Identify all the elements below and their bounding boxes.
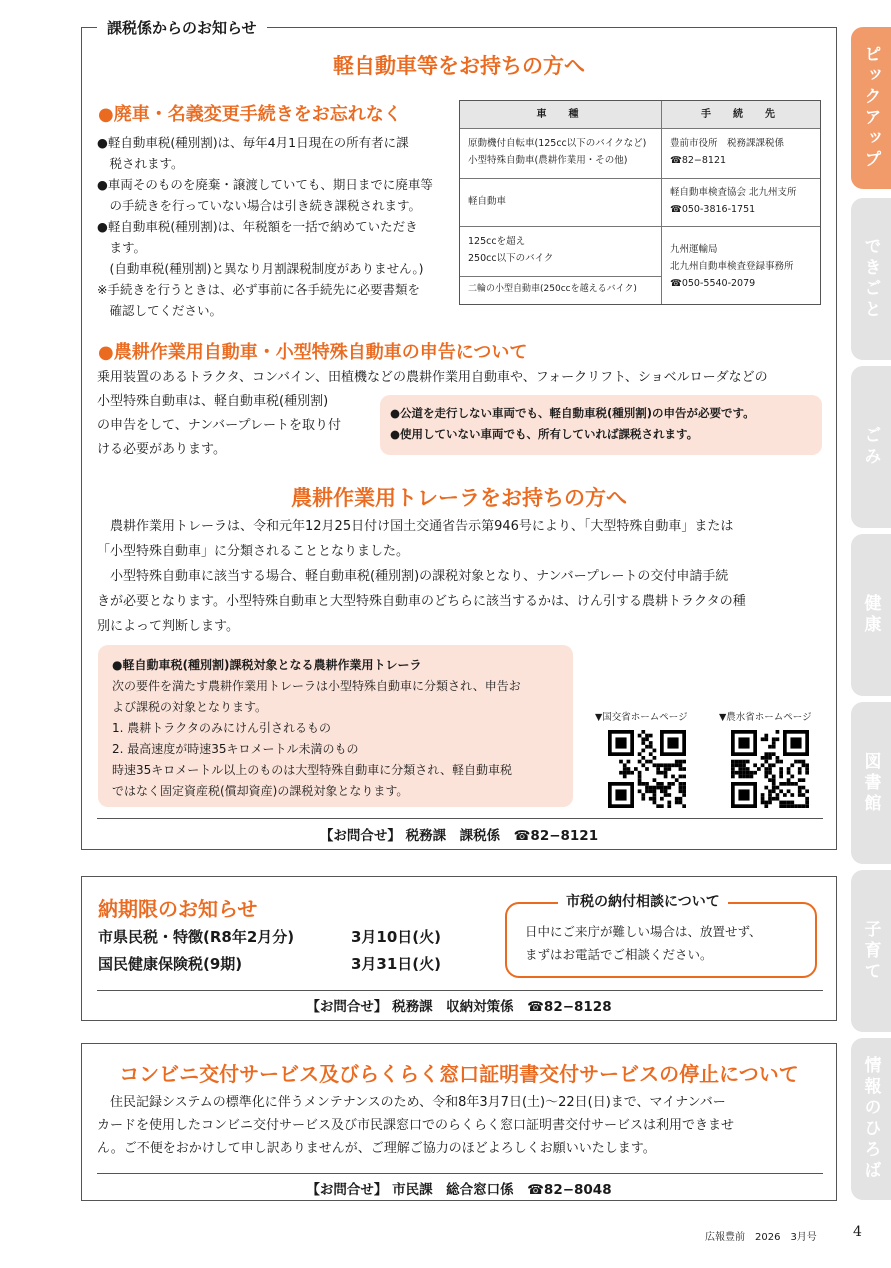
table-cell-office: 九州運輸局 北九州自動車検査登録事務所 ☎050-5540-2079 xyxy=(670,244,794,289)
table-header-vehicle: 車 種 xyxy=(460,101,661,128)
tab-childcare[interactable]: 子育て xyxy=(851,870,891,1032)
deadline-date: 3月31日(火) xyxy=(351,955,442,973)
deadline-row: 国民健康保険税(9期) xyxy=(98,955,243,973)
service-stop-title: コンビニ交付サービス及びらくらく窓口証明書交付サービスの停止について xyxy=(119,1062,799,1086)
tab-events[interactable]: できごと xyxy=(851,198,891,360)
table-row: 軽自動車 xyxy=(468,196,507,207)
page-number: 4 xyxy=(853,1224,862,1240)
table-header-office: 手 続 先 xyxy=(662,101,820,128)
table-row: 125ccを超え 250cc以下のバイク xyxy=(468,236,554,264)
contact-collection: 【お問合せ】 税務課 収納対策係 ☎82−8128 xyxy=(306,999,612,1015)
tab-library[interactable]: 図書館 xyxy=(851,702,891,864)
trailer-requirements-box: ●軽自動車税(種別割)課税対象となる農耕作業用トレーラ 次の要件を満たす農耕作業用トレーラは小型特殊自動車に分類され、申告お よび課税の対象となります。 1. 農耕トラクタのみにけん引されるもの 2. 最高速度が時速35キロメートル未満のもの 時速35キロメートル以上のものは大型特殊自動車に分類され、軽自動車税 ではなく固定資産税(償却資産)の課税対象となります。 xyxy=(98,645,573,807)
contact-citizen: 【お問合せ】 市民課 総合窓口係 ☎82−8048 xyxy=(306,1182,612,1198)
deregistration-text: ●軽自動車税(種別割)は、毎年4月1日現在の所有者に課 税されます。 ●車両そのものを廃棄・譲渡していても、期日までに廃車等 の手続きを行っていない場合は引き続き課税されます。 ●軽自動車税(種別割)は、年税額を一括で納めていただき ます。 (自動車税(種別割)と異なり月割課税制度がありません。) ※手続きを行うときは、必ず事前に各手続先に必要書類を 確認してください。 xyxy=(97,135,433,318)
table-cell-office: 豊前市役所 税務課課税係 ☎82−8121 xyxy=(670,138,785,166)
table-row: 二輪の小型自動車(250ccを越えるバイク) xyxy=(468,284,637,294)
service-stop-text: 住民記録システムの標準化に伴うメンテナンスのため、令和8年3月7日(土)〜22日(日)まで、マイナンバー カードを使用したコンビニ交付サービス及び市民課窓口でのらくらく窓口証明書交付サービスは利用できませ ん。ご不便をおかけして申し訳ありませんが、ご理解ご協力のほどよろしくお願いいたします。 xyxy=(97,1095,735,1156)
subheading-declaration: ●農耕作業用自動車・小型特殊自動車の申告について xyxy=(98,342,528,363)
procedure-table xyxy=(459,100,821,305)
tab-health[interactable]: 健康 xyxy=(851,534,891,696)
subheading-deregistration: ●廃車・名義変更手続きをお忘れなく xyxy=(98,104,402,125)
payment-deadline-title: 納期限のお知らせ xyxy=(98,897,258,921)
trailer-text: 農耕作業用トレーラは、令和元年12月25日付け国土交通省告示第946号により、「大型特殊自動車」または 「小型特殊自動車」に分類されることとなりました。 小型特殊自動車に該当する場合、軽自動車税(種別割)の課税対象となり、ナンバープレートの交付申請手続 きが必要となります。小型特殊自動車と大型特殊自動車のどちらに該当するかは、けん引する農耕トラクタの種 別によって判断します。 xyxy=(97,519,746,634)
qr-code-maff[interactable] xyxy=(731,730,809,808)
section-title: 軽自動車等をお持ちの方へ xyxy=(333,54,585,78)
qr-label-mlit: ▼国交省ホームページ xyxy=(595,712,688,723)
footer-publication: 広報豊前 2026 3月号 xyxy=(705,1232,817,1243)
payment-consult-title: 市税の納付相談について xyxy=(558,891,728,911)
table-cell-office: 軽自動車検査協会 北九州支所 ☎050-3816-1751 xyxy=(670,187,797,215)
declaration-text: 乗用装置のあるトラクタ、コンバイン、田植機などの農耕作業用自動車や、フォークリフト、ショベルローダなどの 小型特殊自動車は、軽自動車税(種別割) の申告をして、ナンバープレートを取り付 ける必要があります。 xyxy=(97,370,768,457)
table-row: 原動機付自転車(125cc以下のバイクなど) 小型特殊自動車(農耕作業用・その他) xyxy=(468,138,647,166)
contact-tax-section: 【お問合せ】 税務課 課税係 ☎82−8121 xyxy=(319,828,599,844)
section-tag: 課税係からのお知らせ xyxy=(97,17,267,38)
qr-code-mlit[interactable] xyxy=(608,730,686,808)
deadline-row: 市県民税・特徴(R8年2月分) xyxy=(98,928,295,946)
deadline-date: 3月10日(火) xyxy=(351,928,442,946)
payment-consult-box: 日中にご来庁が難しい場合は、放置せず、 まずはお電話でご相談ください。 xyxy=(505,902,817,978)
tab-pickup[interactable]: ピックアップ xyxy=(851,27,891,189)
trailer-title: 農耕作業用トレーラをお持ちの方へ xyxy=(291,486,627,510)
tab-info-plaza[interactable]: 情報のひろば xyxy=(851,1038,891,1200)
tab-garbage[interactable]: ごみ xyxy=(851,366,891,528)
declaration-note: ●公道を走行しない車両でも、軽自動車税(種別割)の申告が必要です。 ●使用していない車両でも、所有していれば課税されます。 xyxy=(380,395,822,455)
qr-label-maff: ▼農水省ホームページ xyxy=(719,712,812,723)
